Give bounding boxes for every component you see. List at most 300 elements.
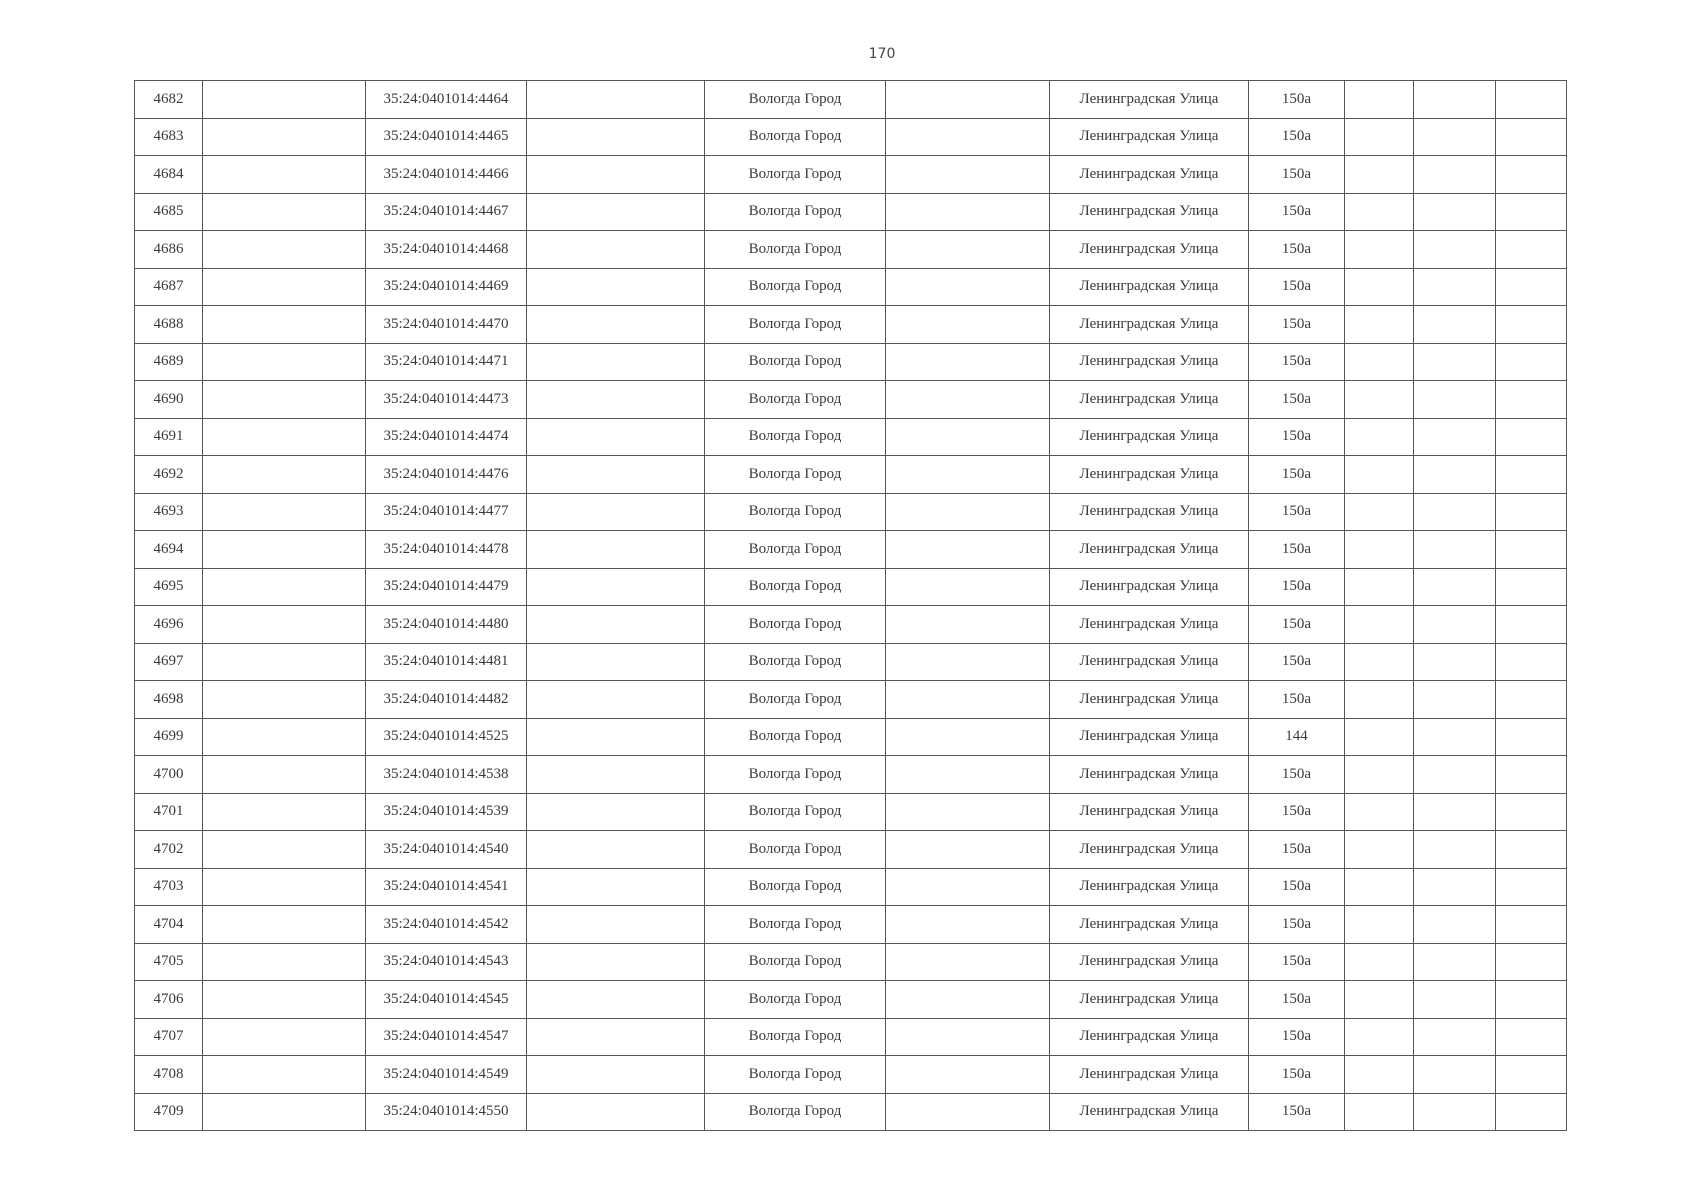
street-cell: Ленинградская Улица: [1050, 493, 1249, 531]
empty-cell: [1345, 193, 1414, 231]
row-number-cell: 4687: [135, 268, 203, 306]
cadastral-number-cell: 35:24:0401014:4469: [366, 268, 527, 306]
cadastral-number-cell: 35:24:0401014:4467: [366, 193, 527, 231]
empty-cell: [203, 681, 366, 719]
empty-cell: [1345, 756, 1414, 794]
row-number-cell: 4707: [135, 1018, 203, 1056]
house-number-cell: 150а: [1249, 568, 1345, 606]
table-row: [135, 1093, 1567, 1131]
table-row: [135, 231, 1567, 269]
street-cell: Ленинградская Улица: [1050, 681, 1249, 719]
row-number-cell: 4697: [135, 643, 203, 681]
street-cell: Ленинградская Улица: [1050, 718, 1249, 756]
street-cell: Ленинградская Улица: [1050, 831, 1249, 869]
empty-cell: [527, 1018, 705, 1056]
empty-cell: [1345, 1056, 1414, 1094]
street-cell: Ленинградская Улица: [1050, 868, 1249, 906]
empty-cell: [527, 568, 705, 606]
house-number-cell: 150а: [1249, 456, 1345, 494]
empty-cell: [527, 193, 705, 231]
empty-cell: [1345, 681, 1414, 719]
empty-cell: [1414, 906, 1496, 944]
empty-cell: [527, 1056, 705, 1094]
empty-cell: [886, 906, 1050, 944]
empty-cell: [527, 793, 705, 831]
house-number-cell: 150а: [1249, 606, 1345, 644]
street-cell: Ленинградская Улица: [1050, 1018, 1249, 1056]
empty-cell: [886, 531, 1050, 569]
empty-cell: [1345, 643, 1414, 681]
table-row: [135, 456, 1567, 494]
empty-cell: [1345, 231, 1414, 269]
empty-cell: [1496, 193, 1567, 231]
cadastral-number-cell: 35:24:0401014:4482: [366, 681, 527, 719]
city-cell: Вологда Город: [705, 981, 886, 1019]
cadastral-number-cell: 35:24:0401014:4525: [366, 718, 527, 756]
empty-cell: [203, 568, 366, 606]
property-registry-table: [134, 80, 1567, 1131]
cadastral-number-cell: 35:24:0401014:4538: [366, 756, 527, 794]
empty-cell: [527, 756, 705, 794]
city-cell: Вологда Город: [705, 156, 886, 194]
street-cell: Ленинградская Улица: [1050, 156, 1249, 194]
city-cell: Вологда Город: [705, 793, 886, 831]
empty-cell: [1496, 1093, 1567, 1131]
street-cell: Ленинградская Улица: [1050, 381, 1249, 419]
empty-cell: [1345, 531, 1414, 569]
empty-cell: [527, 381, 705, 419]
empty-cell: [203, 381, 366, 419]
empty-cell: [1414, 81, 1496, 119]
empty-cell: [886, 456, 1050, 494]
street-cell: Ленинградская Улица: [1050, 456, 1249, 494]
cadastral-number-cell: 35:24:0401014:4550: [366, 1093, 527, 1131]
empty-cell: [886, 1056, 1050, 1094]
empty-cell: [1414, 606, 1496, 644]
table-row: [135, 418, 1567, 456]
empty-cell: [527, 231, 705, 269]
house-number-cell: 150а: [1249, 868, 1345, 906]
empty-cell: [203, 981, 366, 1019]
empty-cell: [1414, 568, 1496, 606]
empty-cell: [886, 1093, 1050, 1131]
empty-cell: [1345, 418, 1414, 456]
street-cell: Ленинградская Улица: [1050, 1093, 1249, 1131]
empty-cell: [1414, 868, 1496, 906]
cadastral-number-cell: 35:24:0401014:4543: [366, 943, 527, 981]
empty-cell: [203, 118, 366, 156]
street-cell: Ленинградская Улица: [1050, 231, 1249, 269]
house-number-cell: 150а: [1249, 681, 1345, 719]
empty-cell: [1414, 418, 1496, 456]
empty-cell: [1414, 231, 1496, 269]
city-cell: Вологда Город: [705, 456, 886, 494]
empty-cell: [203, 718, 366, 756]
empty-cell: [1345, 981, 1414, 1019]
empty-cell: [1345, 493, 1414, 531]
empty-cell: [527, 531, 705, 569]
empty-cell: [1414, 1018, 1496, 1056]
empty-cell: [1414, 831, 1496, 869]
empty-cell: [527, 418, 705, 456]
empty-cell: [886, 118, 1050, 156]
city-cell: Вологда Город: [705, 606, 886, 644]
table-row: [135, 381, 1567, 419]
city-cell: Вологда Город: [705, 1056, 886, 1094]
table-row: [135, 681, 1567, 719]
empty-cell: [1345, 793, 1414, 831]
empty-cell: [1414, 343, 1496, 381]
house-number-cell: 150а: [1249, 1056, 1345, 1094]
house-number-cell: 150а: [1249, 268, 1345, 306]
city-cell: Вологда Город: [705, 231, 886, 269]
table-row: [135, 756, 1567, 794]
row-number-cell: 4695: [135, 568, 203, 606]
empty-cell: [886, 568, 1050, 606]
city-cell: Вологда Город: [705, 718, 886, 756]
table-row: [135, 343, 1567, 381]
page-number: 170: [868, 46, 896, 62]
house-number-cell: 150а: [1249, 493, 1345, 531]
table-row: [135, 643, 1567, 681]
street-cell: Ленинградская Улица: [1050, 981, 1249, 1019]
empty-cell: [1496, 81, 1567, 119]
empty-cell: [1414, 531, 1496, 569]
empty-cell: [1496, 756, 1567, 794]
street-cell: Ленинградская Улица: [1050, 268, 1249, 306]
row-number-cell: 4691: [135, 418, 203, 456]
row-number-cell: 4701: [135, 793, 203, 831]
empty-cell: [886, 606, 1050, 644]
empty-cell: [527, 268, 705, 306]
street-cell: Ленинградская Улица: [1050, 793, 1249, 831]
empty-cell: [527, 118, 705, 156]
empty-cell: [1496, 718, 1567, 756]
empty-cell: [1496, 1018, 1567, 1056]
street-cell: Ленинградская Улица: [1050, 418, 1249, 456]
empty-cell: [203, 456, 366, 494]
empty-cell: [203, 1093, 366, 1131]
empty-cell: [1496, 906, 1567, 944]
row-number-cell: 4703: [135, 868, 203, 906]
street-cell: Ленинградская Улица: [1050, 343, 1249, 381]
empty-cell: [886, 306, 1050, 344]
table-row: [135, 981, 1567, 1019]
street-cell: Ленинградская Улица: [1050, 606, 1249, 644]
house-number-cell: 150а: [1249, 831, 1345, 869]
empty-cell: [203, 81, 366, 119]
empty-cell: [1345, 718, 1414, 756]
row-number-cell: 4706: [135, 981, 203, 1019]
table-row: [135, 306, 1567, 344]
house-number-cell: 150а: [1249, 231, 1345, 269]
city-cell: Вологда Город: [705, 1018, 886, 1056]
empty-cell: [527, 606, 705, 644]
empty-cell: [1496, 681, 1567, 719]
empty-cell: [203, 1018, 366, 1056]
city-cell: Вологда Город: [705, 756, 886, 794]
street-cell: Ленинградская Улица: [1050, 756, 1249, 794]
city-cell: Вологда Город: [705, 268, 886, 306]
empty-cell: [203, 268, 366, 306]
table-row: [135, 718, 1567, 756]
table-row: [135, 868, 1567, 906]
empty-cell: [1345, 943, 1414, 981]
empty-cell: [203, 343, 366, 381]
row-number-cell: 4686: [135, 231, 203, 269]
house-number-cell: 150а: [1249, 1093, 1345, 1131]
empty-cell: [1345, 306, 1414, 344]
city-cell: Вологда Город: [705, 531, 886, 569]
cadastral-number-cell: 35:24:0401014:4476: [366, 456, 527, 494]
city-cell: Вологда Город: [705, 81, 886, 119]
empty-cell: [1414, 981, 1496, 1019]
city-cell: Вологда Город: [705, 493, 886, 531]
cadastral-number-cell: 35:24:0401014:4545: [366, 981, 527, 1019]
row-number-cell: 4696: [135, 606, 203, 644]
row-number-cell: 4708: [135, 1056, 203, 1094]
empty-cell: [1414, 193, 1496, 231]
cadastral-number-cell: 35:24:0401014:4473: [366, 381, 527, 419]
empty-cell: [203, 868, 366, 906]
table-body: [135, 81, 1567, 1131]
street-cell: Ленинградская Улица: [1050, 306, 1249, 344]
city-cell: Вологда Город: [705, 118, 886, 156]
house-number-cell: 150а: [1249, 418, 1345, 456]
cadastral-number-cell: 35:24:0401014:4478: [366, 531, 527, 569]
city-cell: Вологда Город: [705, 643, 886, 681]
empty-cell: [1496, 831, 1567, 869]
row-number-cell: 4704: [135, 906, 203, 944]
city-cell: Вологда Город: [705, 906, 886, 944]
city-cell: Вологда Город: [705, 306, 886, 344]
empty-cell: [1345, 831, 1414, 869]
street-cell: Ленинградская Улица: [1050, 193, 1249, 231]
table-row: [135, 943, 1567, 981]
city-cell: Вологда Город: [705, 418, 886, 456]
empty-cell: [1414, 456, 1496, 494]
empty-cell: [1345, 381, 1414, 419]
empty-cell: [203, 306, 366, 344]
house-number-cell: 150а: [1249, 906, 1345, 944]
row-number-cell: 4684: [135, 156, 203, 194]
empty-cell: [527, 81, 705, 119]
table-row: [135, 606, 1567, 644]
empty-cell: [886, 418, 1050, 456]
cadastral-number-cell: 35:24:0401014:4470: [366, 306, 527, 344]
table-row: [135, 268, 1567, 306]
empty-cell: [203, 793, 366, 831]
row-number-cell: 4682: [135, 81, 203, 119]
empty-cell: [527, 906, 705, 944]
empty-cell: [886, 493, 1050, 531]
street-cell: Ленинградская Улица: [1050, 1056, 1249, 1094]
empty-cell: [1496, 456, 1567, 494]
street-cell: Ленинградская Улица: [1050, 81, 1249, 119]
city-cell: Вологда Город: [705, 943, 886, 981]
empty-cell: [527, 643, 705, 681]
house-number-cell: 150а: [1249, 793, 1345, 831]
empty-cell: [203, 943, 366, 981]
empty-cell: [1496, 268, 1567, 306]
street-cell: Ленинградская Улица: [1050, 531, 1249, 569]
table-row: [135, 906, 1567, 944]
empty-cell: [1496, 418, 1567, 456]
empty-cell: [886, 268, 1050, 306]
empty-cell: [203, 156, 366, 194]
empty-cell: [1345, 343, 1414, 381]
empty-cell: [886, 793, 1050, 831]
row-number-cell: 4683: [135, 118, 203, 156]
city-cell: Вологда Город: [705, 381, 886, 419]
row-number-cell: 4693: [135, 493, 203, 531]
empty-cell: [1496, 568, 1567, 606]
empty-cell: [203, 1056, 366, 1094]
empty-cell: [886, 193, 1050, 231]
empty-cell: [527, 981, 705, 1019]
house-number-cell: 144: [1249, 718, 1345, 756]
house-number-cell: 150а: [1249, 756, 1345, 794]
empty-cell: [1496, 868, 1567, 906]
empty-cell: [1496, 1056, 1567, 1094]
empty-cell: [1496, 981, 1567, 1019]
table-row: [135, 1018, 1567, 1056]
house-number-cell: 150а: [1249, 643, 1345, 681]
empty-cell: [1496, 943, 1567, 981]
empty-cell: [1414, 1056, 1496, 1094]
table-row: [135, 793, 1567, 831]
cadastral-number-cell: 35:24:0401014:4465: [366, 118, 527, 156]
house-number-cell: 150а: [1249, 81, 1345, 119]
house-number-cell: 150а: [1249, 193, 1345, 231]
empty-cell: [527, 718, 705, 756]
cadastral-number-cell: 35:24:0401014:4541: [366, 868, 527, 906]
empty-cell: [203, 418, 366, 456]
empty-cell: [1345, 868, 1414, 906]
empty-cell: [886, 343, 1050, 381]
empty-cell: [527, 156, 705, 194]
city-cell: Вологда Город: [705, 343, 886, 381]
cadastral-number-cell: 35:24:0401014:4480: [366, 606, 527, 644]
table-row: [135, 118, 1567, 156]
empty-cell: [1496, 793, 1567, 831]
table-row: [135, 568, 1567, 606]
empty-cell: [1414, 118, 1496, 156]
empty-cell: [1414, 793, 1496, 831]
row-number-cell: 4699: [135, 718, 203, 756]
empty-cell: [1496, 643, 1567, 681]
table-row: [135, 156, 1567, 194]
row-number-cell: 4709: [135, 1093, 203, 1131]
empty-cell: [886, 81, 1050, 119]
row-number-cell: 4692: [135, 456, 203, 494]
city-cell: Вологда Город: [705, 831, 886, 869]
street-cell: Ленинградская Улица: [1050, 643, 1249, 681]
empty-cell: [203, 756, 366, 794]
empty-cell: [1414, 268, 1496, 306]
street-cell: Ленинградская Улица: [1050, 568, 1249, 606]
row-number-cell: 4702: [135, 831, 203, 869]
house-number-cell: 150а: [1249, 343, 1345, 381]
city-cell: Вологда Город: [705, 681, 886, 719]
empty-cell: [1496, 118, 1567, 156]
empty-cell: [527, 493, 705, 531]
empty-cell: [527, 831, 705, 869]
empty-cell: [203, 643, 366, 681]
empty-cell: [1414, 756, 1496, 794]
table-row: [135, 831, 1567, 869]
empty-cell: [886, 981, 1050, 1019]
city-cell: Вологда Город: [705, 868, 886, 906]
empty-cell: [886, 643, 1050, 681]
cadastral-number-cell: 35:24:0401014:4471: [366, 343, 527, 381]
empty-cell: [527, 943, 705, 981]
row-number-cell: 4689: [135, 343, 203, 381]
empty-cell: [1414, 943, 1496, 981]
row-number-cell: 4705: [135, 943, 203, 981]
house-number-cell: 150а: [1249, 531, 1345, 569]
cadastral-number-cell: 35:24:0401014:4466: [366, 156, 527, 194]
empty-cell: [1345, 1093, 1414, 1131]
table-row: [135, 531, 1567, 569]
table-row: [135, 1056, 1567, 1094]
cadastral-number-cell: 35:24:0401014:4539: [366, 793, 527, 831]
empty-cell: [1414, 306, 1496, 344]
empty-cell: [527, 456, 705, 494]
empty-cell: [1496, 231, 1567, 269]
empty-cell: [1496, 531, 1567, 569]
cadastral-number-cell: 35:24:0401014:4540: [366, 831, 527, 869]
empty-cell: [1345, 568, 1414, 606]
empty-cell: [527, 343, 705, 381]
empty-cell: [886, 156, 1050, 194]
row-number-cell: 4698: [135, 681, 203, 719]
empty-cell: [203, 193, 366, 231]
empty-cell: [203, 606, 366, 644]
empty-cell: [886, 381, 1050, 419]
cadastral-number-cell: 35:24:0401014:4477: [366, 493, 527, 531]
empty-cell: [203, 231, 366, 269]
house-number-cell: 150а: [1249, 118, 1345, 156]
empty-cell: [1345, 606, 1414, 644]
empty-cell: [203, 906, 366, 944]
empty-cell: [1496, 343, 1567, 381]
city-cell: Вологда Город: [705, 568, 886, 606]
house-number-cell: 150а: [1249, 306, 1345, 344]
empty-cell: [1414, 643, 1496, 681]
empty-cell: [1496, 156, 1567, 194]
empty-cell: [203, 531, 366, 569]
empty-cell: [1496, 381, 1567, 419]
empty-cell: [1496, 306, 1567, 344]
row-number-cell: 4694: [135, 531, 203, 569]
empty-cell: [1414, 718, 1496, 756]
empty-cell: [203, 493, 366, 531]
city-cell: Вологда Город: [705, 193, 886, 231]
empty-cell: [886, 831, 1050, 869]
empty-cell: [1345, 81, 1414, 119]
empty-cell: [886, 231, 1050, 269]
city-cell: Вологда Город: [705, 1093, 886, 1131]
empty-cell: [527, 868, 705, 906]
empty-cell: [1345, 1018, 1414, 1056]
house-number-cell: 150а: [1249, 981, 1345, 1019]
empty-cell: [527, 306, 705, 344]
cadastral-number-cell: 35:24:0401014:4474: [366, 418, 527, 456]
row-number-cell: 4700: [135, 756, 203, 794]
cadastral-number-cell: 35:24:0401014:4547: [366, 1018, 527, 1056]
table-row: [135, 81, 1567, 119]
